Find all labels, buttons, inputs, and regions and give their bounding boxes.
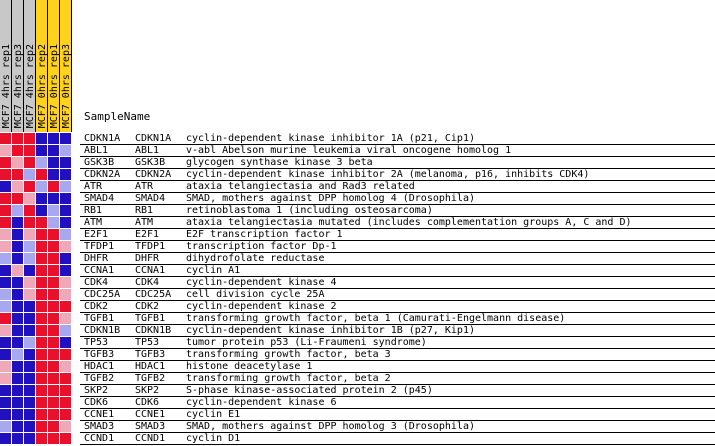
gene-symbol: CDK4: [84, 277, 109, 288]
gene-name: SMAD3: [135, 421, 166, 432]
gene-name: ABL1: [135, 145, 160, 156]
gene-name: CCND1: [135, 433, 166, 444]
gene-description: cyclin-dependent kinase inhibitor 1A (p21, Cip1): [186, 133, 475, 144]
gene-name: HDAC1: [135, 361, 166, 372]
row-divider: [80, 228, 715, 229]
gene-name: CDC25A: [135, 289, 172, 300]
row-divider: [80, 156, 715, 157]
row-divider: [80, 372, 715, 373]
row-divider: [80, 408, 715, 409]
column-header-label: MCF7_0hrs_rep3: [61, 43, 72, 128]
column-header-label: MCF7_0hrs_rep2: [37, 43, 48, 128]
column-header: [36, 0, 48, 132]
gene-name: TGFB2: [135, 373, 166, 384]
gene-description: cyclin A1: [186, 265, 241, 276]
gene-symbol: CDK2: [84, 301, 109, 312]
gene-description: transforming growth factor, beta 1 (Camurati-Engelmann disease): [186, 313, 566, 324]
column-header-label: MCF7_4hrs_rep2: [25, 43, 36, 128]
gene-name: RB1: [135, 205, 154, 216]
gene-name: ATR: [135, 181, 154, 192]
column-header-label: MCF7_4hrs_rep1: [1, 43, 12, 128]
row-divider: [80, 396, 715, 397]
gene-symbol: TP53: [84, 337, 109, 348]
column-header-label: MCF7_4hrs_rep3: [13, 43, 24, 128]
gene-symbol: CCNA1: [84, 265, 115, 276]
gene-description: transcription factor Dp-1: [186, 241, 337, 252]
gene-description: cell division cycle 25A: [186, 289, 325, 300]
gene-symbol: E2F1: [84, 229, 109, 240]
gene-symbol: CDKN1A: [84, 133, 121, 144]
gene-name: TFDP1: [135, 241, 166, 252]
gene-description: dihydrofolate reductase: [186, 253, 325, 264]
gene-symbol: TGFB1: [84, 313, 115, 324]
column-header-label: MCF7_0hrs_rep1: [49, 43, 60, 128]
gene-name: E2F1: [135, 229, 160, 240]
row-divider: [80, 288, 715, 289]
gene-symbol: ABL1: [84, 145, 109, 156]
gene-description: v-abl Abelson murine leukemia viral oncogene homolog 1: [186, 145, 512, 156]
column-header: [60, 0, 72, 132]
row-divider: [80, 240, 715, 241]
gene-description: histone deacetylase 1: [186, 361, 313, 372]
gene-symbol: TGFB2: [84, 373, 115, 384]
row-divider: [80, 252, 715, 253]
gene-symbol: TGFB3: [84, 349, 115, 360]
gene-symbol: CDKN2A: [84, 169, 121, 180]
gene-description: ataxia telangiectasia and Rad3 related: [186, 181, 415, 192]
gene-symbol: CDC25A: [84, 289, 121, 300]
gene-name: GSK3B: [135, 157, 166, 168]
row-divider: [80, 276, 715, 277]
gene-name: TGFB1: [135, 313, 166, 324]
gene-name: CDKN1A: [135, 133, 172, 144]
gene-symbol: CDK6: [84, 397, 109, 408]
gene-symbol: SMAD3: [84, 421, 115, 432]
column-header: [48, 0, 60, 132]
gene-name: SMAD4: [135, 193, 166, 204]
gene-description: cyclin D1: [186, 433, 241, 444]
row-divider: [80, 360, 715, 361]
gene-description: glycogen synthase kinase 3 beta: [186, 157, 373, 168]
gene-symbol: SMAD4: [84, 193, 115, 204]
gene-name: TP53: [135, 337, 160, 348]
gene-description: transforming growth factor, beta 3: [186, 349, 391, 360]
row-divider: [80, 300, 715, 301]
column-header: [12, 0, 24, 132]
row-divider: [80, 348, 715, 349]
gene-description: SMAD, mothers against DPP homolog 3 (Drosophila): [186, 421, 475, 432]
gene-description: cyclin-dependent kinase 2: [186, 301, 337, 312]
gene-description: tumor protein p53 (Li-Fraumeni syndrome): [186, 337, 427, 348]
gene-name: CDK4: [135, 277, 160, 288]
gene-description: S-phase kinase-associated protein 2 (p45): [186, 385, 433, 396]
gene-description: cyclin E1: [186, 409, 241, 420]
gene-name: TGFB3: [135, 349, 166, 360]
gene-name: CDK6: [135, 397, 160, 408]
gene-symbol: HDAC1: [84, 361, 115, 372]
gene-symbol: CCNE1: [84, 409, 115, 420]
gene-name: DHFR: [135, 253, 160, 264]
gene-description: SMAD, mothers against DPP homolog 4 (Drosophila): [186, 193, 475, 204]
gene-name: CCNE1: [135, 409, 166, 420]
gene-symbol: TFDP1: [84, 241, 115, 252]
gene-name: CDKN2A: [135, 169, 172, 180]
gene-description: cyclin-dependent kinase inhibitor 2A (melanoma, p16, inhibits CDK4): [186, 169, 590, 180]
gene-name: CDKN1B: [135, 325, 172, 336]
column-header: [24, 0, 36, 132]
row-divider: [80, 432, 715, 433]
gene-name: SKP2: [135, 385, 160, 396]
column-header: [0, 0, 12, 132]
gene-name: ATM: [135, 217, 154, 228]
gene-name: CDK2: [135, 301, 160, 312]
gene-description: E2F transcription factor 1: [186, 229, 343, 240]
sample-name-label: SampleName: [84, 110, 151, 123]
gene-symbol: SKP2: [84, 385, 109, 396]
gene-description: retinoblastoma 1 (including osteosarcoma): [186, 205, 433, 216]
gene-symbol: GSK3B: [84, 157, 115, 168]
gene-name: CCNA1: [135, 265, 166, 276]
gene-description: ataxia telangiectasia mutated (includes complementation groups A, C and D): [186, 217, 632, 228]
gene-symbol: CCND1: [84, 433, 115, 444]
gene-symbol: DHFR: [84, 253, 109, 264]
gene-description: cyclin-dependent kinase inhibitor 1B (p27, Kip1): [186, 325, 475, 336]
row-divider: [80, 264, 715, 265]
row-divider: [80, 444, 715, 445]
gene-description: transforming growth factor, beta 2: [186, 373, 391, 384]
gene-symbol: ATM: [84, 217, 103, 228]
gene-symbol: ATR: [84, 181, 103, 192]
gene-symbol: RB1: [84, 205, 103, 216]
gene-description: cyclin-dependent kinase 4: [186, 277, 337, 288]
gene-description: cyclin-dependent kinase 6: [186, 397, 337, 408]
gene-symbol: CDKN1B: [84, 325, 121, 336]
